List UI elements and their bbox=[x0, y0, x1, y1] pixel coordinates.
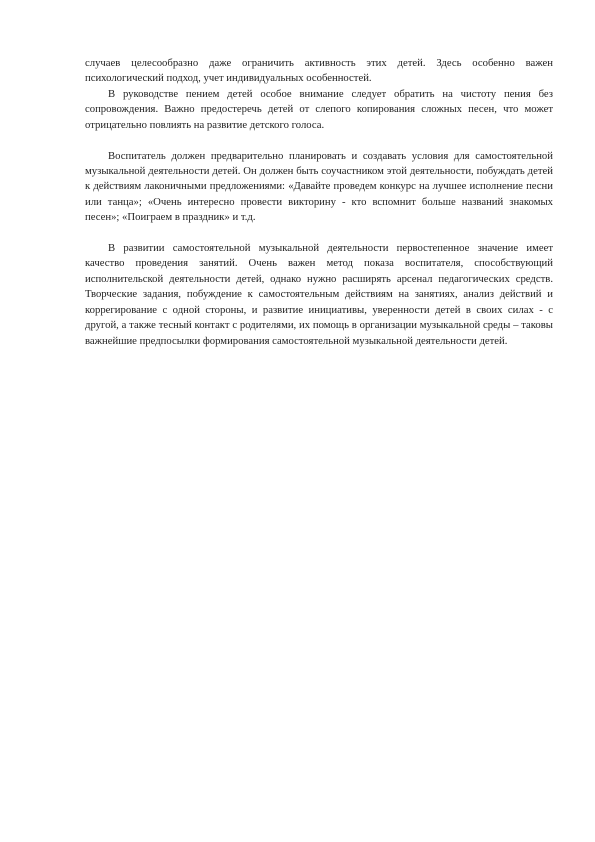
paragraph-singing-guidance: В руководстве пением детей особое внимание следует обратить на чистоту пения без сопровождения. Важно предостеречь детей от слепого копирования сложных песен, что может отрицательно повлиять на развитие детского голоса. bbox=[85, 87, 553, 131]
paragraph-independent-activity: В развитии самостоятельной музыкальной деятельности первостепенное значение имеет качество проведения занятий. Очень важен метод показа воспитателя, способствующий исполнительской деятельности детей, однако нужно расширять арсенал педагогических средств. Творческие задания, побуждение к самостоятельным действиям на занятиях, анализ действий и коррегирование с одной стороны, и развитие инициативы, уверенности детей в своих силах - с другой, а также тесный контакт с родителями, их помощь в организации музыкальной среды – таковы важнейшие предпосылки формирования самостоятельной музыкальной деятельности детей. bbox=[85, 242, 553, 347]
paragraph-continuation: случаев целесообразно даже ограничить активность этих детей. Здесь особенно важен психологический подход, учет индивидуальных особенностей. bbox=[85, 57, 553, 85]
document-page bbox=[85, 56, 553, 349]
paragraph-teacher-planning: Воспитатель должен предварительно планировать и создавать условия для самостоятельной музыкальной деятельности детей. Он должен быть соучастником этой деятельности, побуждать детей к действиям лаконичными предложениями: «Давайте проведем конкурс на лучшее исполнение песни или танца»; «Очень интересно провести викторину - кто вспомнит больше названий знакомых песен»; «Поиграем в праздник» и т.д. bbox=[85, 149, 553, 224]
